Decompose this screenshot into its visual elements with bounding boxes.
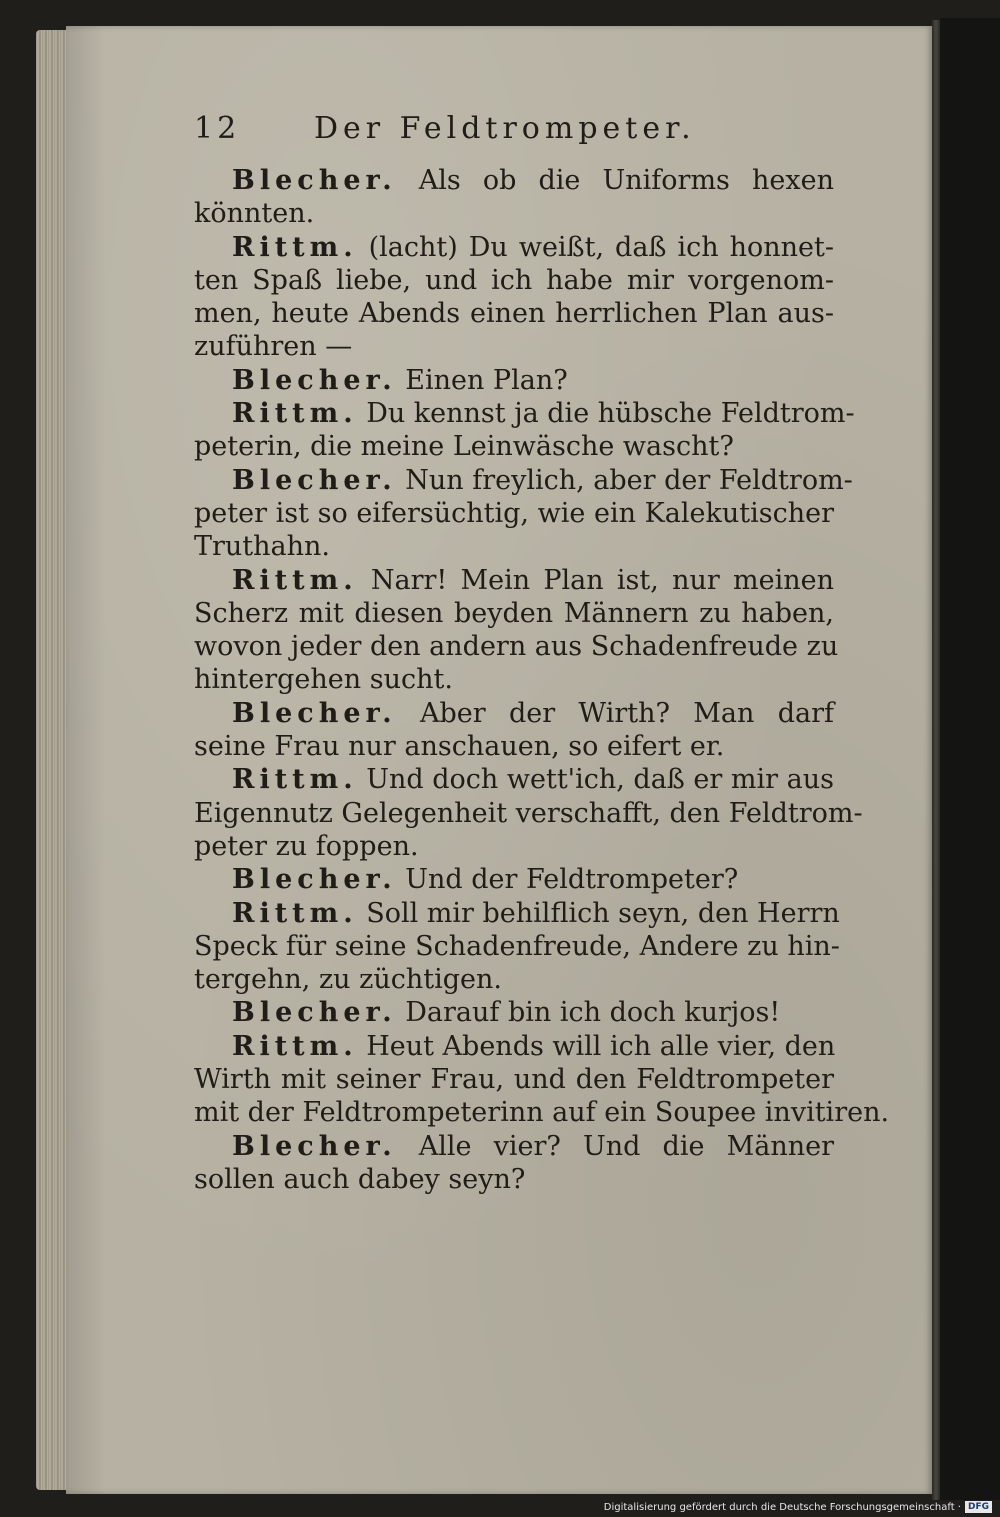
text-line — [194, 197, 834, 230]
line-text: Als ob die Uniforms hexen — [396, 165, 834, 196]
text-line — [194, 530, 834, 563]
text-line — [194, 397, 855, 430]
text-line — [194, 564, 834, 597]
page-edges — [36, 30, 70, 1490]
text-line — [194, 164, 834, 197]
line-text: peter ist so eifersüchtig, wie ein Kalekutischer — [194, 497, 834, 529]
text-line — [194, 1130, 834, 1163]
running-header — [194, 112, 834, 158]
speaker-name: Blecher. — [232, 364, 397, 396]
speaker-name: Blecher. — [232, 464, 397, 496]
line-text: Nun freylich, aber der Feldtrom- — [396, 464, 853, 496]
page-number: 12 — [194, 111, 241, 146]
line-text: Heut Abends will ich alle vier, den — [357, 1030, 836, 1062]
speaker-name: Rittm. — [232, 564, 358, 596]
text-line — [194, 963, 834, 996]
line-text: Narr! Mein Plan ist, nur meinen — [357, 564, 834, 596]
line-text: Darauf bin ich doch kurjos! — [396, 997, 781, 1029]
line-text: Soll mir behilflich seyn, den Herrn — [357, 897, 840, 929]
line-text: Und der Feldtrompeter? — [396, 864, 739, 896]
dfg-logo-icon: DFG — [965, 1501, 992, 1513]
text-line — [194, 330, 834, 363]
text-line — [194, 430, 834, 463]
line-text: Einen Plan? — [396, 364, 568, 396]
text-line — [194, 697, 834, 730]
text-line — [194, 364, 834, 397]
line-text: men, heute Abends einen herrlichen Plan aus- — [194, 298, 834, 330]
line-text: könnten. — [194, 198, 315, 230]
facing-page-shadow — [940, 18, 1000, 1500]
speaker-name: Blecher. — [232, 864, 397, 896]
dialogue-body — [194, 164, 890, 1196]
line-text: wovon jeder den andern aus Schadenfreude zu — [194, 631, 839, 663]
text-line — [194, 830, 834, 863]
speaker-name: Blecher. — [232, 697, 397, 729]
line-text: Speck für seine Schadenfreude, Andere zu hin- — [194, 930, 840, 962]
line-text: sollen auch dabey seyn? — [194, 1163, 526, 1195]
text-line — [194, 930, 840, 963]
line-text: (lacht) Du weißt, daß ich honnet- — [357, 231, 834, 263]
text-line — [194, 264, 834, 297]
text-line — [194, 464, 853, 497]
line-text: tergehn, zu züchtigen. — [194, 964, 502, 996]
speaker-name: Rittm. — [232, 231, 358, 263]
text-line — [194, 231, 834, 264]
text-line — [194, 897, 840, 930]
text-line — [194, 1030, 834, 1063]
speaker-name: Blecher. — [232, 165, 397, 196]
text-line — [194, 1063, 834, 1096]
speaker-name: Rittm. — [232, 897, 358, 929]
line-text: Du kennst ja die hübsche Feldtrom- — [357, 398, 855, 430]
speaker-name: Rittm. — [232, 1030, 358, 1062]
speaker-name: Rittm. — [232, 764, 358, 796]
speaker-name: Blecher. — [232, 1130, 397, 1162]
page-text — [194, 111, 890, 1196]
running-title: Der Feldtrompeter. — [314, 111, 696, 146]
text-line — [194, 630, 839, 663]
text-line — [194, 497, 834, 530]
line-text: Wirth mit seiner Frau, und den Feldtrompeter — [194, 1064, 834, 1096]
line-text: Alle vier? Und die Männer — [396, 1130, 834, 1162]
text-line — [194, 297, 834, 330]
line-text: peter zu foppen. — [194, 830, 419, 862]
speaker-name: Rittm. — [232, 398, 358, 430]
line-text: peterin, die meine Leinwäsche wascht? — [194, 431, 734, 463]
text-line — [194, 1096, 890, 1129]
text-line — [194, 797, 863, 830]
line-text: Truthahn. — [194, 531, 331, 563]
line-text: Aber der Wirth? Man darf — [396, 697, 834, 729]
text-line — [194, 1163, 834, 1196]
text-line — [194, 863, 834, 896]
digitization-credit — [604, 1501, 992, 1513]
line-text: Scherz mit diesen beyden Männern zu haben, — [194, 597, 834, 629]
book-spine — [932, 20, 940, 1500]
credit-text: Digitalisierung gefördert durch die Deutsche Forschungsgemeinschaft · — [603, 1501, 961, 1513]
text-line — [194, 730, 834, 763]
speaker-name: Blecher. — [232, 997, 397, 1029]
line-text: mit der Feldtrompeterinn auf ein Soupee invitiren. — [194, 1097, 890, 1129]
line-text: Eigennutz Gelegenheit verschafft, den Feldtrom- — [194, 797, 863, 829]
line-text: zuführen — — [194, 331, 353, 363]
text-line — [194, 996, 834, 1029]
text-line — [194, 597, 834, 630]
text-line — [194, 663, 834, 696]
line-text: hintergehen sucht. — [194, 664, 453, 696]
line-text: Und doch wett'ich, daß er mir aus — [357, 764, 834, 796]
text-line — [194, 763, 834, 796]
line-text: ten Spaß liebe, und ich habe mir vorgenom- — [194, 264, 834, 296]
line-text: seine Frau nur anschauen, so eifert er. — [194, 731, 725, 763]
